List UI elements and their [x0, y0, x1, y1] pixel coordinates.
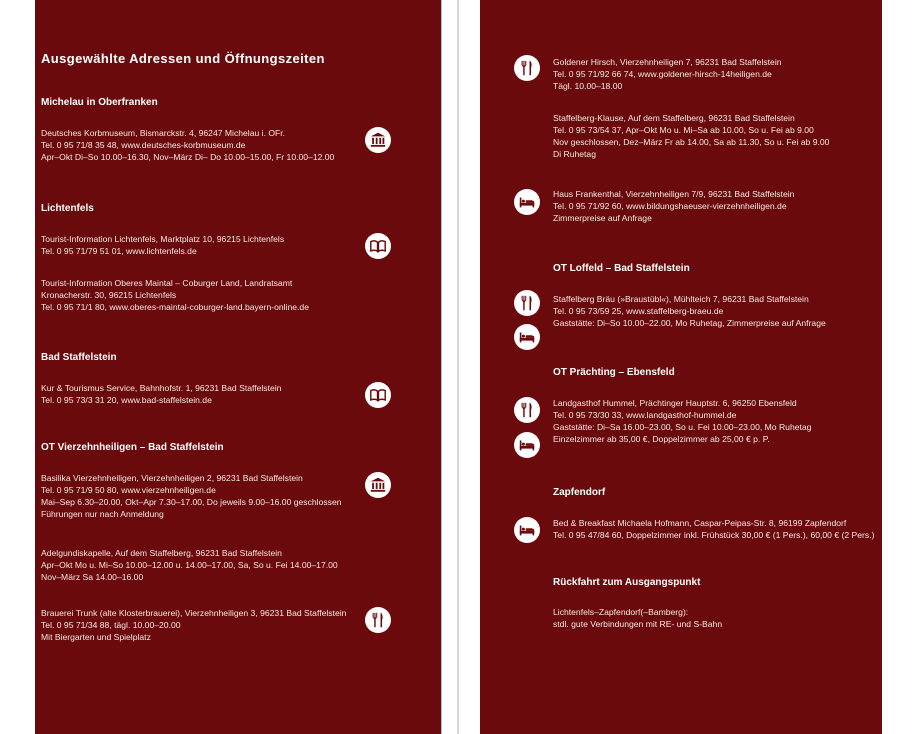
left-page	[35, 0, 441, 734]
entry-line: Lichtenfels–Zapfendorf(–Bamberg):	[553, 607, 689, 617]
entry-line: Gaststätte: Di–Sa 16.00–23.00, So u. Fei 10.00–23.00, Mo Ruhetag	[553, 422, 812, 432]
entry-line: Tel. 0 95 73/59 25, www.staffelberg-braeu.de	[553, 306, 724, 316]
entry-line: Führungen nur nach Anmeldung	[41, 509, 164, 519]
entry-haus-frankenthal	[553, 188, 794, 224]
entry-line: Tel. 0 95 71/1 80, www.oberes-maintal-coburger-land.bayern-online.de	[41, 302, 309, 312]
restaurant-icon	[514, 397, 540, 423]
bed-icon	[514, 432, 540, 458]
section-heading-zapfendorf: Zapfendorf	[553, 487, 606, 498]
entry-rueckfahrt	[553, 606, 722, 630]
page-title: Ausgewählte Adressen und Öffnungszeiten	[41, 51, 325, 66]
entry-line: Tel. 0 95 71/79 51 01, www.lichtenfels.de	[41, 246, 197, 256]
entry-line: Basilika Vierzehnheiligen, Vierzehnheiligen 2, 96231 Bad Staffelstein	[41, 473, 303, 483]
entry-line: Brauerei Trunk (alte Klosterbrauerei), Vierzehnheiligen 3, 96231 Bad Staffelstein	[41, 608, 347, 618]
entry-line: Bed & Breakfast Michaela Hofmann, Caspar-Peipas-Str. 8, 96199 Zapfendorf	[553, 518, 847, 528]
entry-line: Staffelberg Bräu (»Braustübl«), Mühlteich 7, 96231 Bad Staffelstein	[553, 294, 809, 304]
museum-icon	[365, 127, 391, 153]
entry-line: Zimmerpreise auf Anfrage	[553, 213, 652, 223]
entry-staffelberg-braeu	[553, 293, 826, 329]
entry-line: Deutsches Korbmuseum, Bismarckstr. 4, 96247 Michelau i. OFr.	[41, 128, 286, 138]
entry-line: Tel. 0 95 71/9 50 80, www.vierzehnheiligen.de	[41, 485, 216, 495]
book-icon	[365, 233, 391, 259]
right-page	[480, 0, 882, 734]
page-edge-line	[441, 0, 442, 734]
entry-bed-breakfast-hofmann	[553, 517, 874, 541]
entry-line: stdl. gute Verbindungen mit RE- und S-Bahn	[553, 619, 723, 629]
entry-line: Haus Frankenthal, Vierzehnheiligen 7/9, 96231 Bad Staffelstein	[553, 189, 795, 199]
entry-line: Tel. 0 95 47/84 60, Doppelzimmer inkl. Frühstück 30,00 € (1 Pers.), 60,00 € (2 Pers.)	[553, 530, 875, 540]
entry-line: Mai–Sep 6.30–20.00, Okt–Apr 7.30–17.00, Do jeweils 9.00–16.00 geschlossen	[41, 497, 342, 507]
section-heading-loffeld: OT Loffeld – Bad Staffelstein	[553, 263, 690, 274]
entry-line: Nov–März Sa 14.00–16.00	[41, 572, 144, 582]
entry-staffelberg-klause	[553, 112, 829, 160]
entry-line: Tel. 0 95 73/3 31 20, www.bad-staffelstein.de	[41, 395, 212, 405]
entry-line: Mit Biergarten und Spielplatz	[41, 632, 151, 642]
entry-line: Tel. 0 95 71/34 88, tägl. 10.00–20.00	[41, 620, 181, 630]
section-heading-vierzehnheiligen: OT Vierzehnheiligen – Bad Staffelstein	[41, 442, 224, 453]
section-heading-praechting: OT Prächting – Ebensfeld	[553, 367, 675, 378]
entry-line: Gaststätte: Di–So 10.00–22.00, Mo Ruhetag, Zimmerpreise auf Anfrage	[553, 318, 826, 328]
entry-line: Kronacherstr. 30, 96215 Lichtenfels	[41, 290, 177, 300]
entry-line: Tourist-Information Lichtenfels, Marktplatz 10, 96215 Lichtenfels	[41, 234, 285, 244]
entry-line: Tel. 0 95 71/8 35 48, www.deutsches-korbmuseum.de	[41, 140, 246, 150]
entry-goldener-hirsch	[553, 56, 782, 92]
entry-korbmuseum	[41, 127, 334, 163]
entry-line: Einzelzimmer ab 35,00 €, Doppelzimmer ab 25,00 € p. P.	[553, 434, 770, 444]
entry-brauerei-trunk	[41, 607, 346, 643]
entry-kur-tourismus	[41, 382, 281, 406]
entry-line: Tel. 0 95 73/30 33, www.landgasthof-hummel.de	[553, 410, 737, 420]
entry-line: Adelgundiskapelle, Auf dem Staffelberg, 96231 Bad Staffelstein	[41, 548, 282, 558]
entry-line: Tel. 0 95 71/92 66 74, www.goldener-hirsch-14heiligen.de	[553, 69, 772, 79]
restaurant-icon	[514, 55, 540, 81]
bed-icon	[514, 517, 540, 543]
entry-line: Landgasthof Hummel, Prächtinger Hauptstr. 6, 96250 Ebensfeld	[553, 398, 797, 408]
section-heading-rueckfahrt: Rückfahrt zum Ausgangspunkt	[553, 577, 701, 588]
entry-landgasthof-hummel	[553, 397, 811, 445]
section-heading-michelau: Michelau in Oberfranken	[41, 97, 158, 108]
entry-touristinfo-lichtenfels	[41, 233, 284, 257]
bed-icon	[514, 189, 540, 215]
entry-adelgundiskapelle	[41, 547, 338, 583]
entry-line: Di Ruhetag	[553, 149, 596, 159]
entry-line: Tourist-Information Oberes Maintal – Coburger Land, Landratsamt	[41, 278, 293, 288]
restaurant-icon	[514, 290, 540, 316]
entry-line: Tel. 0 95 73/54 37, Apr–Okt Mo u. Mi–Sa ab 10.00, So u. Fei ab 9.00	[553, 125, 814, 135]
entry-line: Tägl. 10.00–18.00	[553, 81, 623, 91]
entry-basilika	[41, 472, 342, 520]
page-gutter	[457, 0, 459, 734]
entry-line: Kur & Tourismus Service, Bahnhofstr. 1, 96231 Bad Staffelstein	[41, 383, 282, 393]
bed-icon	[514, 324, 540, 350]
museum-icon	[365, 472, 391, 498]
entry-line: Apr–Okt Mo u. Mi–So 10.00–12.00 u. 14.00–17.00, Sa, So u. Fei 14.00–17.00	[41, 560, 338, 570]
section-heading-lichtenfels: Lichtenfels	[41, 203, 94, 214]
restaurant-icon	[365, 607, 391, 633]
entry-line: Tel. 0 95 71/92 60, www.bildungshaeuser-vierzehnheiligen.de	[553, 201, 787, 211]
entry-line: Nov geschlossen, Dez–März Fr ab 14.00, Sa ab 11.30, So u. Fei ab 9.00	[553, 137, 830, 147]
section-heading-staffelstein: Bad Staffelstein	[41, 352, 117, 363]
entry-line: Goldener Hirsch, Vierzehnheiligen 7, 96231 Bad Staffelstein	[553, 57, 782, 67]
entry-line: Apr–Okt Di–So 10.00–16.30, Nov–März Di– Do 10.00–15.00, Fr 10.00–12.00	[41, 152, 335, 162]
entry-line: Staffelberg-Klause, Auf dem Staffelberg, 96231 Bad Staffelstein	[553, 113, 795, 123]
entry-touristinfo-obermain	[41, 277, 309, 313]
book-icon	[365, 382, 391, 408]
